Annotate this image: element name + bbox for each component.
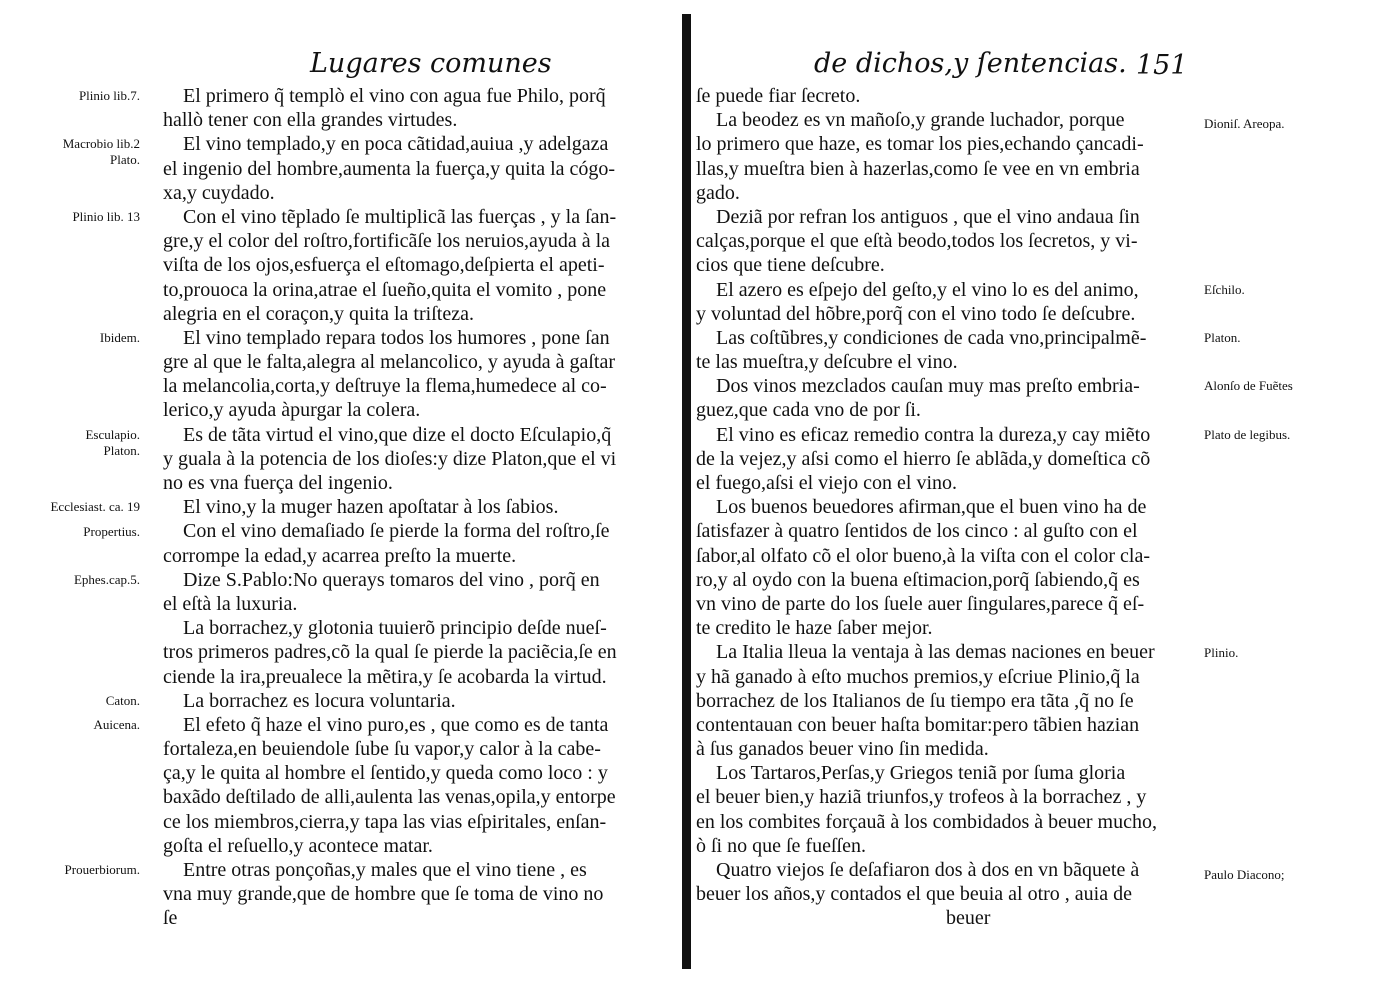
running-header-left: Lugares comunes <box>310 48 552 79</box>
text-line: ſabor,al olfato cõ el olor bueno,à la viſta con el color cla- <box>696 544 1151 567</box>
margin-note: Auicena. <box>93 717 140 733</box>
text-line: fortaleza,en beuiendole ſube ſu vapor,y calor à la cabe- <box>163 738 601 761</box>
text-line: beuer <box>696 907 991 930</box>
text-line: ſatisfazer à quatro ſentidos de los cinco : al guſto con el <box>696 520 1138 543</box>
margin-note: Paulo Diacono; <box>1204 867 1285 883</box>
page-number: 151 <box>1136 50 1188 81</box>
margin-note: Platon. <box>1204 330 1241 345</box>
text-line: Con el vino demaſiado ſe pierde la forma del roſtro,ſe <box>163 520 610 543</box>
text-line: borrachez de los Italianos de ſu tiempo era tãta ,q̃ no ſe <box>696 689 1134 712</box>
margin-note: Alonſo de Fuẽtes <box>1204 378 1293 394</box>
text-line: Los buenos beuedores afirman,que el buen vino ha de <box>696 496 1147 519</box>
margin-note: Plato de legibus. <box>1204 426 1291 442</box>
text-line: ce los miembros,cierra,y tapa las vias eſpiritales, enſan- <box>163 810 607 833</box>
margin-note: Plinio lib.7. <box>78 88 140 103</box>
text-line: Deziã por refran los antiguos , que el vino andaua ſin <box>696 205 1140 228</box>
text-line: llas,y mueſtra bien à hazerlas,como ſe vee en vn embria <box>696 157 1140 180</box>
text-line: Es de tãta virtud el vino,que dize el docto Eſculapio,q̃ <box>163 423 612 446</box>
text-line: à ſus ganados beuer vino ſin medida. <box>696 738 989 761</box>
text-line: gado. <box>696 181 740 204</box>
text-line: ò ſi no que ſe fueſſen. <box>696 834 866 857</box>
text-line: La beodez es vn mañoſo,y grande luchador, porque <box>696 109 1125 132</box>
text-line: ciende la ira,preualece la mẽtira,y ſe acobarda la virtud. <box>163 665 607 688</box>
margin-note: Esculapio. <box>85 426 140 442</box>
text-line: El vino templado,y en poca cãtidad,auiua ,y adelgaza <box>163 133 609 156</box>
text-line: gre al que le falta,alegra al melancolico, y ayuda à gaſtar <box>163 351 615 374</box>
text-line: guez,que cada vno de por ſi. <box>696 399 921 422</box>
text-line: no es vna fuerça del ingenio. <box>163 472 393 494</box>
text-line: te credito le haze ſaber mejor. <box>696 617 933 640</box>
text-line: corrompe la edad,y acarrea preſto la muerte. <box>163 544 517 567</box>
text-line: La borrachez es locura voluntaria. <box>163 689 456 712</box>
left-page <box>0 0 680 1000</box>
text-line: baxãdo deſtilado de alli,aulenta las venas,opila,y entorpe <box>163 786 616 809</box>
text-line: goſta el reſuello,y acontece matar. <box>163 834 433 857</box>
text-line: cios que tiene deſcubre. <box>696 254 885 277</box>
text-line: ſe puede fiar ſecreto. <box>696 85 861 107</box>
text-line: to,prouoca la orina,atrae el ſueño,quita el vomito , pone <box>163 278 607 301</box>
margin-note: Platon. <box>103 442 140 458</box>
text-line: hallò tener con ella grandes virtudes. <box>163 109 458 132</box>
margin-note: Prouerbiorum. <box>64 862 140 878</box>
text-line: Quatro viejos ſe deſafiaron dos à dos en vn bãquete à <box>696 859 1140 881</box>
text-line: ça,y le quita al hombre el ſentido,y queda como loco : y <box>163 762 608 785</box>
margin-note: Plato. <box>110 152 140 168</box>
text-line: lerico,y ayuda àpurgar la colera. <box>163 399 421 422</box>
text-line: te las mueſtra,y deſcubre el vino. <box>696 351 958 374</box>
text-line: beuer los años,y contados el que beuia al otro , auia de <box>696 883 1132 906</box>
right-body-text <box>696 84 1157 931</box>
text-line: vn vino de parte do los ſuele auer ſingulares,parece q̃ eſ- <box>696 592 1145 615</box>
margin-note: Ecclesiast. ca. 19 <box>50 499 140 515</box>
book-gutter <box>682 14 691 969</box>
text-line: La Italia lleua la ventaja à las demas naciones en beuer <box>696 641 1155 664</box>
text-line: ſe <box>163 907 178 930</box>
right-page <box>694 0 1375 1000</box>
text-line: gre,y el color del roſtro,fortificãſe los neruios,ayuda à la <box>163 230 611 253</box>
left-body-text <box>163 84 617 931</box>
margin-note: Plinio lib. 13 <box>72 209 140 224</box>
margin-note: Macrobio lib.2 <box>62 136 140 152</box>
text-line: Con el vino tẽplado ſe multiplicã las fuerças , y la ſan- <box>163 205 617 228</box>
text-line: Dize S.Pablo:No querays tomaros del vino , porq̃ en <box>163 568 600 591</box>
text-line: en los combites forçauã à los combidados à beuer mucho, <box>696 810 1157 833</box>
text-line: El vino,y la muger hazen apoſtatar à los ſabios. <box>163 496 559 519</box>
text-line: Dos vinos mezclados cauſan muy mas preſto embria- <box>696 375 1140 398</box>
text-line: Los Tartaros,Perſas,y Griegos teniã por ſuma gloria <box>696 762 1126 785</box>
margin-note: Plinio. <box>1204 644 1239 660</box>
text-line: de la vejez,y aſsi como el hierro ſe ablãda,y domeſtica cõ <box>696 447 1151 470</box>
text-line: la melancolia,corta,y deſtruye la flema,humedece al co- <box>163 375 607 398</box>
text-line: vna muy grande,que de hombre que ſe toma de vino no <box>163 883 604 906</box>
text-line: el eſtà la luxuria. <box>163 592 298 615</box>
margin-note: Eſchilo. <box>1204 281 1245 297</box>
margin-note: Dioniſ. Areopa. <box>1204 115 1285 131</box>
margin-note: Propertius. <box>83 523 140 539</box>
running-header-right: de dichos,y ſentencias. <box>814 48 1127 79</box>
text-line: calças,porque el que eſtà beodo,todos los ſecretos, y vi- <box>696 230 1138 253</box>
text-line: El azero es eſpejo del geſto,y el vino lo es del animo, <box>696 278 1139 301</box>
text-line: el ingenio del hombre,aumenta la fuerça,y quita la cógo- <box>163 157 616 180</box>
text-line: xa,y cuydado. <box>163 181 275 204</box>
text-line: Entre otras ponçoñas,y males que el vino tiene , es <box>163 859 587 881</box>
text-line: lo primero que haze, es tomar los pies,echando çancadi- <box>696 133 1144 156</box>
text-line: contentauan con beuer haſta bomitar:pero tãbien hazian <box>696 713 1140 736</box>
text-line: y guala à la potencia de los dioſes:y dize Platon,que el vi <box>163 447 617 470</box>
text-line: y hã ganado à eſto muchos premios,y eſcriue Plinio,q̃ la <box>696 665 1140 688</box>
text-line: viſta de los ojos,esfuerça el eſtomago,deſpierta el apeti- <box>163 254 605 277</box>
text-line: y voluntad del hõbre,porq̃ con el vino todo ſe deſcubre. <box>696 302 1136 325</box>
text-line: La borrachez,y glotonia tuuierõ principio deſde nueſ- <box>163 617 607 640</box>
text-line: El efeto q̃ haze el vino puro,es , que como es de tanta <box>163 713 609 736</box>
margin-note: Ephes.cap.5. <box>73 572 140 587</box>
text-line: Las coſtũbres,y condiciones de cada vno,principalmẽ- <box>696 326 1147 349</box>
text-line: El vino es eficaz remedio contra la dureza,y cay miẽto <box>696 423 1151 446</box>
margin-note: Ibidem. <box>99 330 140 345</box>
text-line: El vino templado repara todos los humores , pone ſan <box>163 326 610 349</box>
text-line: el fuego,aſsi el viejo con el vino. <box>696 472 958 494</box>
text-line: El primero q̃ templò el vino con agua fue Philo, porq̃ <box>163 85 606 107</box>
text-line: ro,y al oydo con la buena eſtimacion,porq̃ ſabiendo,q̃ es <box>696 568 1140 591</box>
margin-note: Caton. <box>105 693 140 708</box>
text-line: tros primeros padres,cõ la qual ſe pierde la paciẽcia,ſe en <box>163 641 617 664</box>
text-line: el beuer bien,y haziã triunfos,y trofeos à la borrachez , y <box>696 786 1147 809</box>
text-line: alegria en el coraçon,y quita la triſteza. <box>163 302 474 325</box>
